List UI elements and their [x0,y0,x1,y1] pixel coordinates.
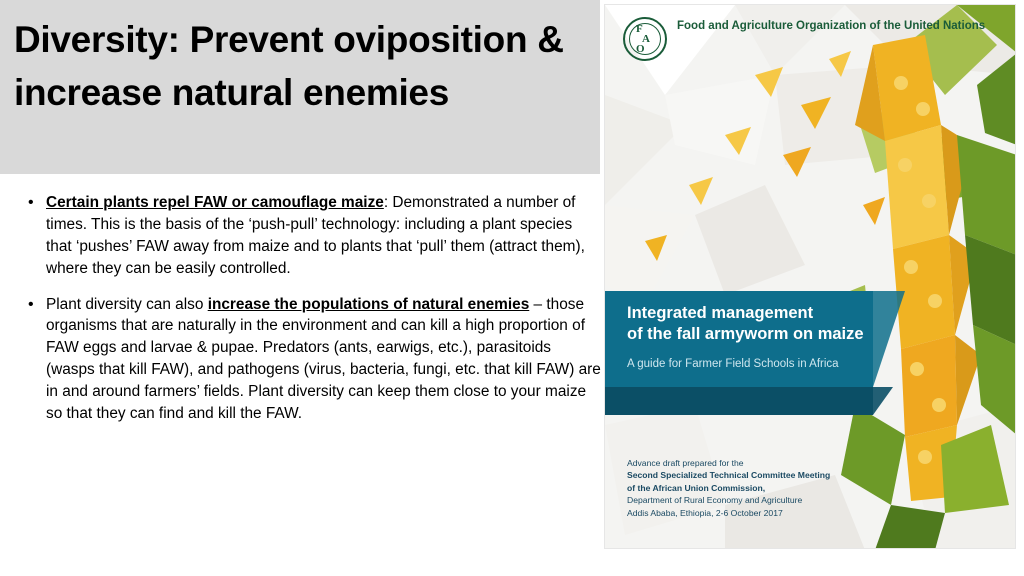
bullet-list [22,192,602,439]
cover-title [627,303,867,346]
cover-footnote [627,457,907,519]
fao-logo-icon [623,17,669,63]
footnote-line-5: Addis Ababa, Ethiopia, 2-6 October 2017 [627,507,783,518]
fao-organization-name: Food and Agriculture Organization of the United Nations [677,20,986,32]
bullet-text-1: : Demonstrated a number of times. This is the basis of the ‘push-pull’ technology: including a plant species that ‘pushes’ FAW away from maize and to plants that ‘pull’ them (attract them), where they can be easily controlled. [46,194,585,277]
fao-logo-letter-o: O [636,43,645,55]
bullet-lead-2: increase the populations of natural enemies [207,295,530,313]
cover-title-line-2: of the fall armyworm on maize [627,325,864,344]
bullet-text-2: – those organisms that are naturally in the environment and can kill a high proportion of FAW eggs and larvae & pupae. Predators (ants, earwigs, etc.), parasitoids (wasps that kill FAW), and pathogens (virus, bacteria, fungi, etc. that kill FAW) are in and around farmers’ fields. Plant diversity can keep them close to your maize so that they can find and kill the FAW. [46,295,601,422]
fao-logo-letter-f: F [636,23,643,35]
publication-cover-image [604,4,1016,549]
bullet-pre-2: Plant diversity can also [46,295,208,313]
page-title: Diversity: Prevent oviposition & increase natural enemies [14,19,564,113]
footnote-line-1: Advance draft prepared for the [627,458,744,468]
cover-subtitle: A guide for Farmer Field Schools in Africa [627,358,839,370]
footnote-line-3: of the African Union Commission, [627,482,766,493]
bullet-lead-1: Certain plants repel FAW or camouflage maize [46,194,384,211]
list-item [22,294,602,425]
cover-title-line-1: Integrated management [627,304,814,322]
list-item [22,192,602,280]
footnote-line-2: Second Specialized Technical Committee Meeting [627,470,831,481]
footnote-line-4: Department of Rural Economy and Agriculture [627,495,803,506]
fao-logo-letter-a: A [642,33,650,45]
